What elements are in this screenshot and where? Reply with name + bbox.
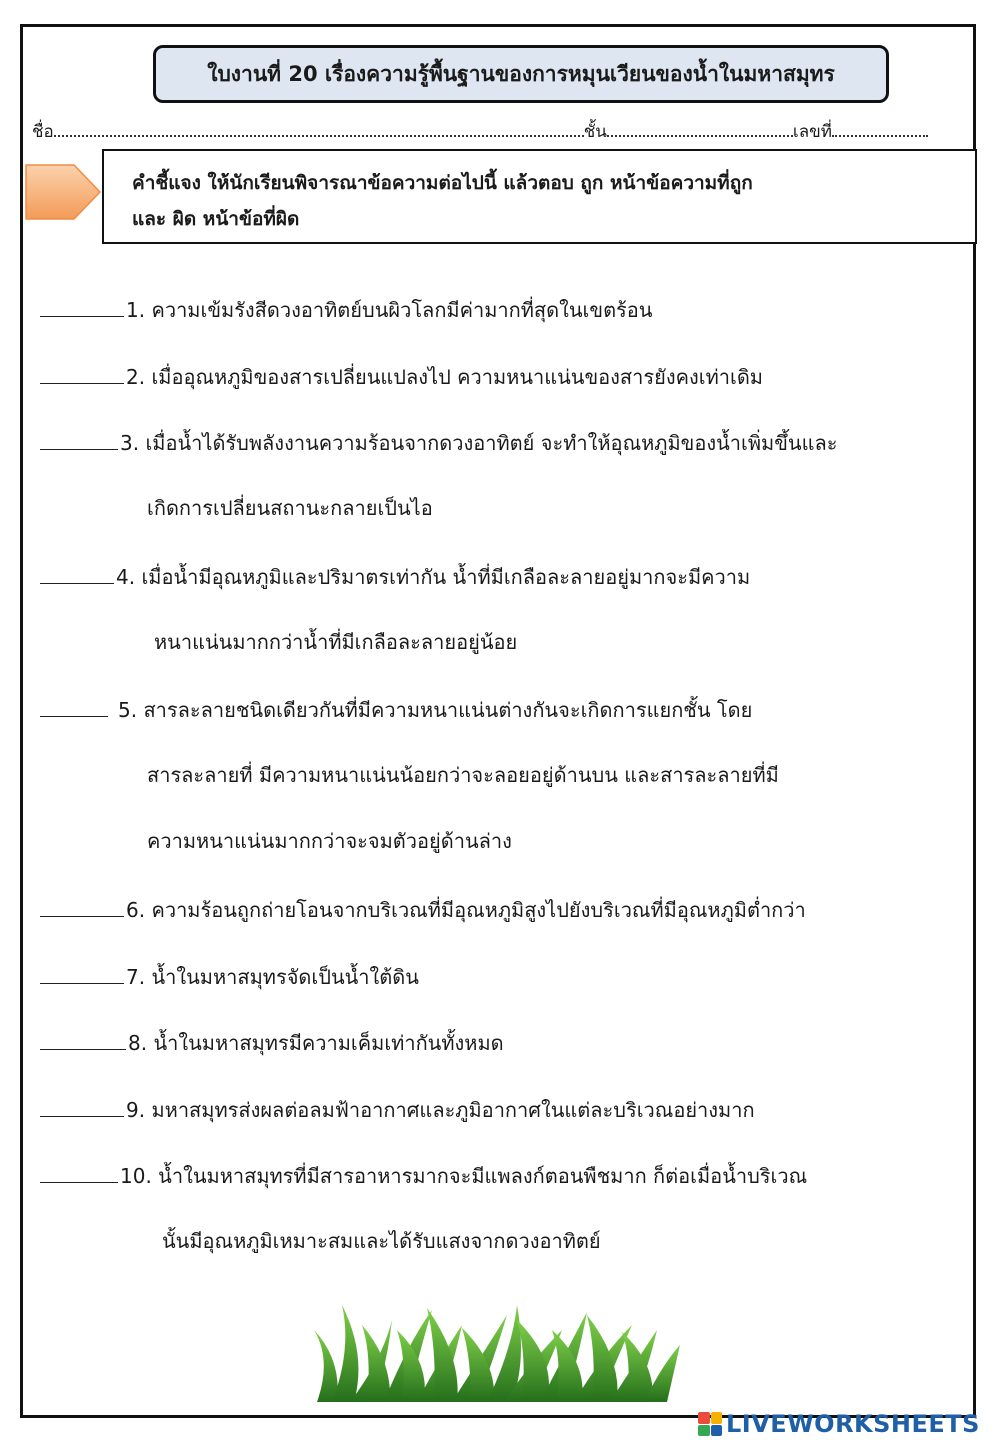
liveworksheets-logo: [698, 1408, 998, 1440]
question-3: 3. เมื่อน้ำได้รับพลังงานความร้อนจากดวงอาทิตย์ จะทำให้อุณหภูมิของน้ำเพิ่มขึ้นและ: [40, 427, 837, 457]
question-4: 4. เมื่อน้ำมีอุณหภูมิและปริมาตรเท่ากัน น้ำที่มีเกลือละลายอยู่มากจะมีความ: [40, 561, 750, 591]
page-title: ใบงานที่ 20 เรื่องความรู้พื้นฐานของการหมุนเวียนของน้ำในมหาสมุทร: [207, 61, 835, 86]
question-7: 7. น้ำในมหาสมุทรจัดเป็นน้ำใต้ดิน: [40, 961, 419, 991]
instructions-line-2: และ ผิด หน้าข้อที่ผิด: [132, 208, 300, 230]
answer-blank-8[interactable]: [40, 1027, 126, 1050]
title-banner: [153, 45, 889, 103]
instructions-box: [102, 149, 977, 244]
question-10-continued: นั้นมีอุณหภูมิเหมาะสมและได้รับแสงจากดวงอาทิตย์: [162, 1229, 601, 1253]
answer-blank-6[interactable]: [40, 894, 124, 917]
logo-icon: [698, 1412, 722, 1436]
logo-text: LIVEWORKSHEETS: [726, 1410, 980, 1438]
question-10: 10. น้ำในมหาสมุทรที่มีสารอาหารมากจะมีแพลงก์ตอนพืชมาก ก็ต่อเมื่อน้ำบริเวณ: [40, 1160, 807, 1190]
arrow-icon: [24, 163, 102, 221]
question-9: 9. มหาสมุทรส่งผลต่อลมฟ้าอากาศและภูมิอากาศในแต่ละบริเวณอย่างมาก: [40, 1094, 755, 1124]
class-field[interactable]: [607, 121, 793, 137]
grass-icon: [312, 1300, 682, 1402]
question-5: 5. สารละลายชนิดเดียวกันที่มีความหนาแน่นต่างกันจะเกิดการแยกชั้น โดย: [40, 694, 752, 724]
question-5-continued-1: สารละลายที่ มีความหนาแน่นน้อยกว่าจะลอยอยู่ด้านบน และสารละลายที่มี: [147, 763, 779, 787]
answer-blank-7[interactable]: [40, 961, 124, 984]
question-8: 8. น้ำในมหาสมุทรมีความเค็มเท่ากันทั้งหมด: [40, 1027, 504, 1057]
question-2: 2. เมื่ออุณหภูมิของสารเปลี่ยนแปลงไป ความหนาแน่นของสารยังคงเท่าเดิม: [40, 361, 763, 391]
question-6: 6. ความร้อนถูกถ่ายโอนจากบริเวณที่มีอุณหภูมิสูงไปยังบริเวณที่มีอุณหภูมิต่ำกว่า: [40, 894, 806, 924]
class-label: ชั้น: [583, 122, 607, 142]
question-3-continued: เกิดการเปลี่ยนสถานะกลายเป็นไอ: [147, 496, 433, 520]
answer-blank-9[interactable]: [40, 1094, 124, 1117]
answer-blank-10[interactable]: [40, 1160, 118, 1183]
answer-blank-1[interactable]: [40, 294, 124, 317]
question-5-continued-2: ความหนาแน่นมากกว่าจะจมตัวอยู่ด้านล่าง: [147, 829, 512, 853]
answer-blank-2[interactable]: [40, 361, 124, 384]
number-label: เลขที่: [792, 122, 832, 142]
answer-blank-5[interactable]: [40, 694, 108, 717]
name-label: ชื่อ: [32, 122, 54, 142]
question-1: 1. ความเข้มรังสีดวงอาทิตย์บนผิวโลกมีค่ามากที่สุดในเขตร้อน: [40, 294, 652, 324]
answer-blank-3[interactable]: [40, 427, 118, 450]
answer-blank-4[interactable]: [40, 561, 114, 584]
instructions-line-1: คำชี้แจง ให้นักเรียนพิจารณาข้อความต่อไปนี้ แล้วตอบ ถูก หน้าข้อความที่ถูก: [132, 172, 753, 194]
question-4-continued: หนาแน่นมากกว่าน้ำที่มีเกลือละลายอยู่น้อย: [154, 630, 518, 654]
student-info-line: [32, 118, 928, 145]
number-field[interactable]: [832, 121, 928, 137]
name-field[interactable]: [54, 121, 584, 137]
